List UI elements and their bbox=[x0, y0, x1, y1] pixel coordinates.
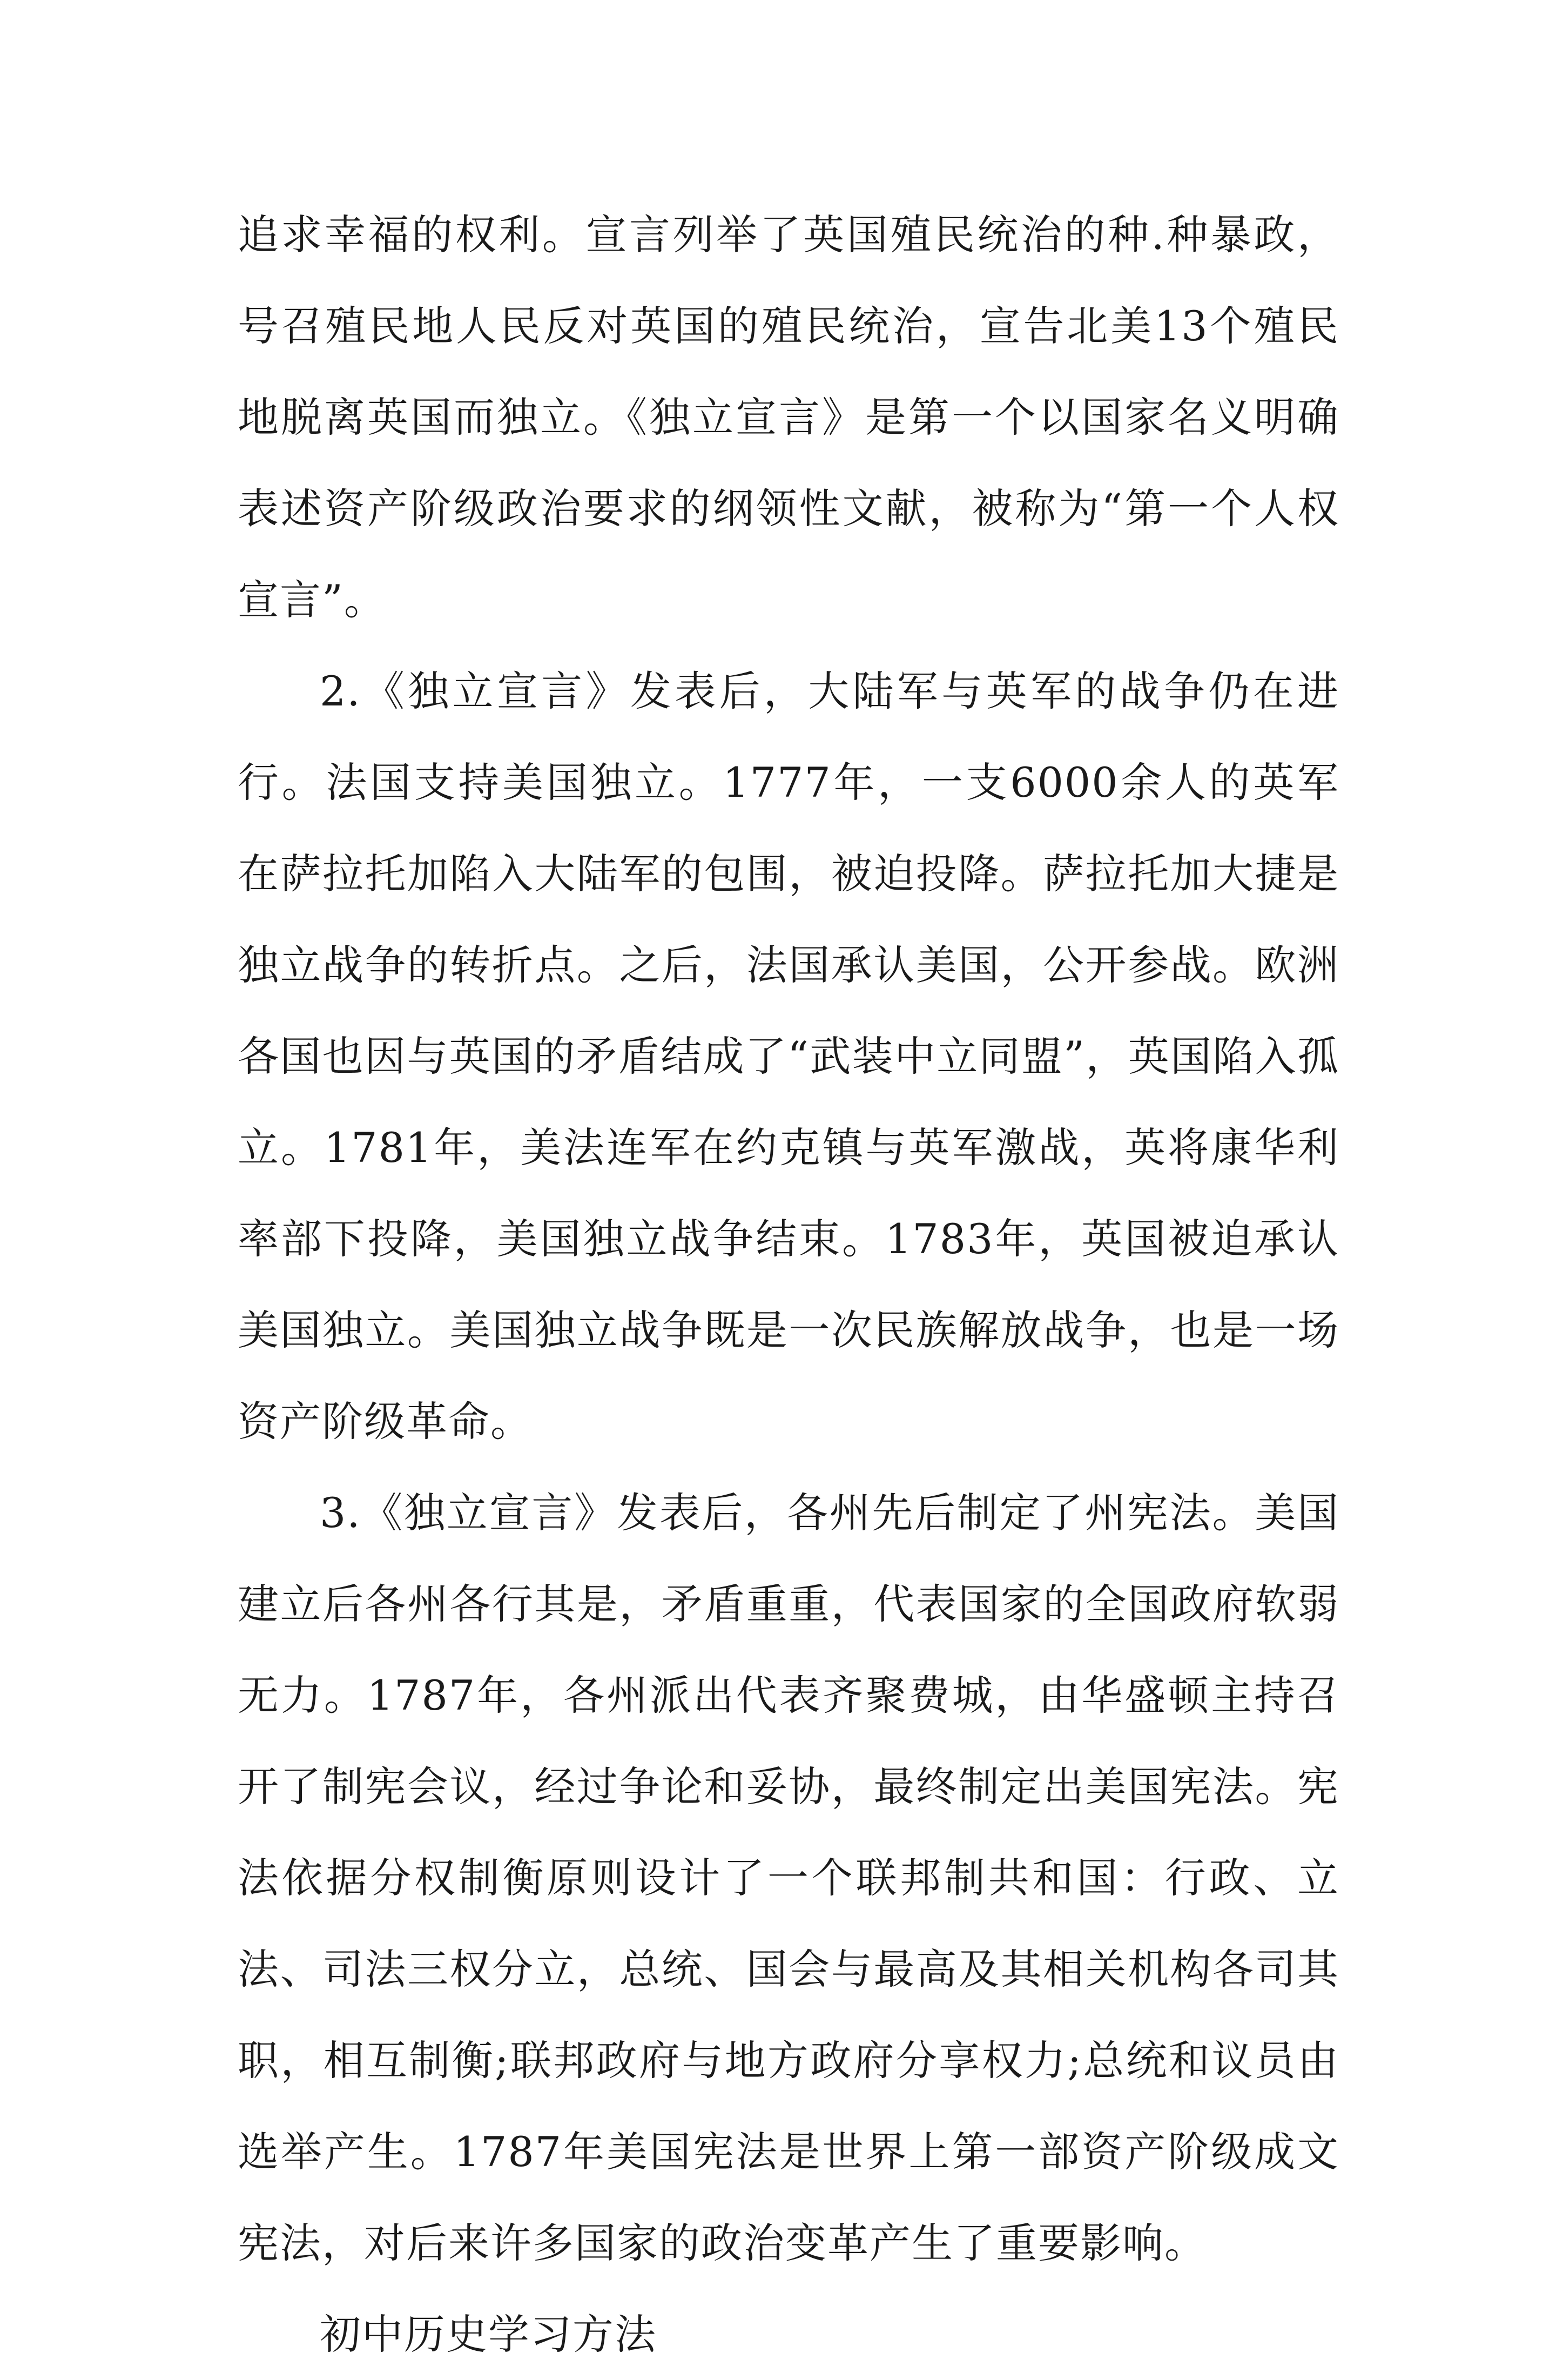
section-heading: 初中历史学习方法 bbox=[320, 2310, 657, 2358]
document-page bbox=[238, 189, 1339, 2380]
paragraph-declaration-summary: 追求幸福的权利。宣言列举了英国殖民统治的种.种暴政，号召殖民地人民反对英国的殖民统治，宣告北美13个殖民地脱离英国而独立。《独立宣言》是第一个以国家名义明确表述资产阶级政治要求的纲领性文献，被称为“第一个人权宣言”。 bbox=[238, 211, 1339, 624]
paragraph-independence-war: 2.《独立宣言》发表后，大陆军与英军的战争仍在进行。法国支持美国独立。1777年，一支6000余人的英军在萨拉托加陷入大陆军的包围，被迫投降。萨拉托加大捷是独立战争的转折点。之后，法国承认美国，公开参战。欧洲各国也因与英国的矛盾结成了“武装中立同盟”，英国陷入孤立。1781年，美法连军在约克镇与英军激战，英将康华利率部下投降，美国独立战争结束。1783年，英国被迫承认美国独立。美国独立战争既是一次民族解放战争，也是一场资产阶级革命。 bbox=[238, 667, 1339, 1446]
paragraph-constitution: 3.《独立宣言》发表后，各州先后制定了州宪法。美国建立后各州各行其是，矛盾重重，代表国家的全国政府软弱无力。1787年，各州派出代表齐聚费城，由华盛顿主持召开了制宪会议，经过争论和妥协，最终制定出美国宪法。宪法依据分权制衡原则设计了一个联邦制共和国：行政、立法、司法三权分立，总统、国会与最高及其相关机构各司其职，相互制衡;联邦政府与地方政府分享权力;总统和议员由选举产生。1787年美国宪法是世界上第一部资产阶级成文宪法，对后来许多国家的政治变革产生了重要影响。 bbox=[238, 1489, 1339, 2267]
